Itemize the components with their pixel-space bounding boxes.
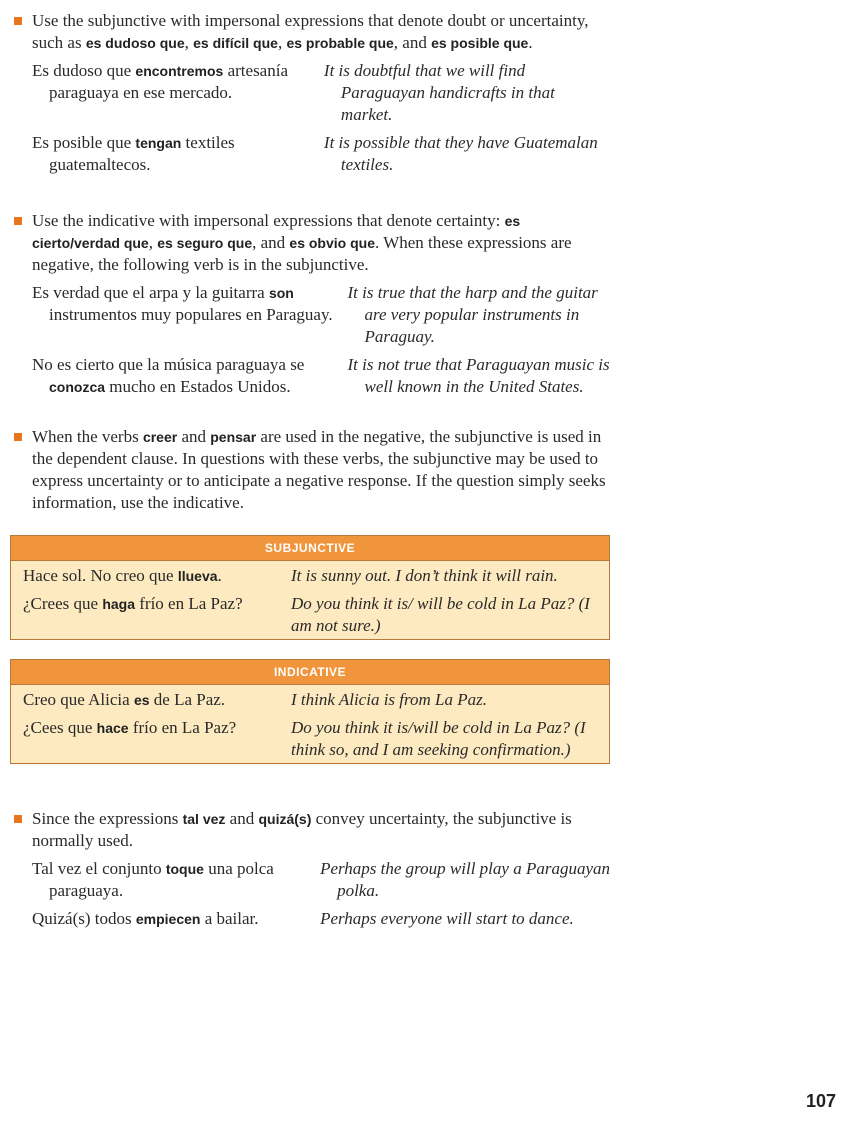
rule-text: Use the subjunctive with impersonal expressions that denote doubt or uncertainty, such as es dudoso que, es difícil que, es probable que, and es posible que.	[32, 11, 589, 52]
table-cell-english: I think Alicia is from La Paz.	[291, 690, 487, 709]
example-spanish: Es posible que tengan textiles guatemaltecos.	[32, 133, 235, 174]
example-english: It is doubtful that we will find Paraguayan handicrafts in that market.	[323, 61, 555, 124]
example-row	[32, 282, 610, 348]
rule-creer-pensar	[10, 426, 610, 514]
example-row	[32, 132, 610, 176]
example-spanish: No es cierto que la música paraguaya se conozca mucho en Estados Unidos.	[32, 355, 305, 396]
example-english: It is not true that Paraguayan music is well known in the United States.	[347, 355, 610, 396]
bullet-square-icon	[14, 815, 22, 823]
subjunctive-table	[10, 535, 610, 640]
table-row	[11, 685, 609, 713]
table-header: SUBJUNCTIVE	[11, 536, 609, 561]
example-spanish: Quizá(s) todos empiecen a bailar.	[32, 909, 259, 928]
rule-tal-vez-quizas	[10, 808, 610, 930]
example-spanish: Es verdad que el arpa y la guitarra son instrumentos muy populares en Paraguay.	[32, 283, 333, 324]
bullet-square-icon	[14, 217, 22, 225]
table-cell-spanish: ¿Cees que hace frío en La Paz?	[23, 718, 237, 737]
bullet-square-icon	[14, 17, 22, 25]
rule-text: Use the indicative with impersonal expressions that denote certainty: es cierto/verdad que, es seguro que, and es obvio que. When these expressions are negative, the following verb is in the subjunctive.	[32, 211, 572, 274]
table-cell-spanish: Creo que Alicia es de La Paz.	[23, 690, 226, 709]
rule-text: When the verbs creer and pensar are used in the negative, the subjunctive is used in the dependent clause. In questions with these verbs, the subjunctive may be used to express uncertainty or to anticipate a negative response. If the question simply seeks information, use the indicative.	[32, 427, 606, 512]
example-english: It is possible that they have Guatemalan textiles.	[323, 133, 598, 174]
table-cell-spanish: Hace sol. No creo que llueva.	[23, 566, 222, 585]
example-english: Perhaps the group will play a Paraguayan polka.	[320, 859, 610, 900]
table-row	[11, 561, 609, 589]
page-number: 107	[806, 1091, 837, 1111]
table-header: INDICATIVE	[11, 660, 609, 685]
table-cell-english: Do you think it is/ will be cold in La Paz? (I am not sure.)	[291, 594, 590, 635]
rule-text: Since the expressions tal vez and quizá(s) convey uncertainty, the subjunctive is normally used.	[32, 809, 572, 850]
example-spanish: Tal vez el conjunto toque una polca paraguaya.	[32, 859, 274, 900]
table-cell-english: It is sunny out. I don’t think it will rain.	[291, 566, 558, 585]
rule-subjunctive-doubt	[10, 10, 610, 176]
example-spanish: Es dudoso que encontremos artesanía paraguaya en ese mercado.	[32, 61, 288, 102]
table-cell-spanish: ¿Crees que haga frío en La Paz?	[23, 594, 243, 613]
example-row	[32, 908, 610, 930]
table-row	[11, 713, 609, 763]
example-english: It is true that the harp and the guitar are very popular instruments in Paraguay.	[347, 283, 598, 346]
table-cell-english: Do you think it is/will be cold in La Paz? (I think so, and I am seeking confirmation.)	[291, 718, 586, 759]
example-english: Perhaps everyone will start to dance.	[320, 909, 574, 928]
table-row	[11, 589, 609, 639]
rule-indicative-certainty	[10, 210, 610, 398]
bullet-square-icon	[14, 433, 22, 441]
example-row	[32, 354, 610, 398]
example-row	[32, 60, 610, 126]
indicative-table	[10, 659, 610, 764]
example-row	[32, 858, 610, 902]
